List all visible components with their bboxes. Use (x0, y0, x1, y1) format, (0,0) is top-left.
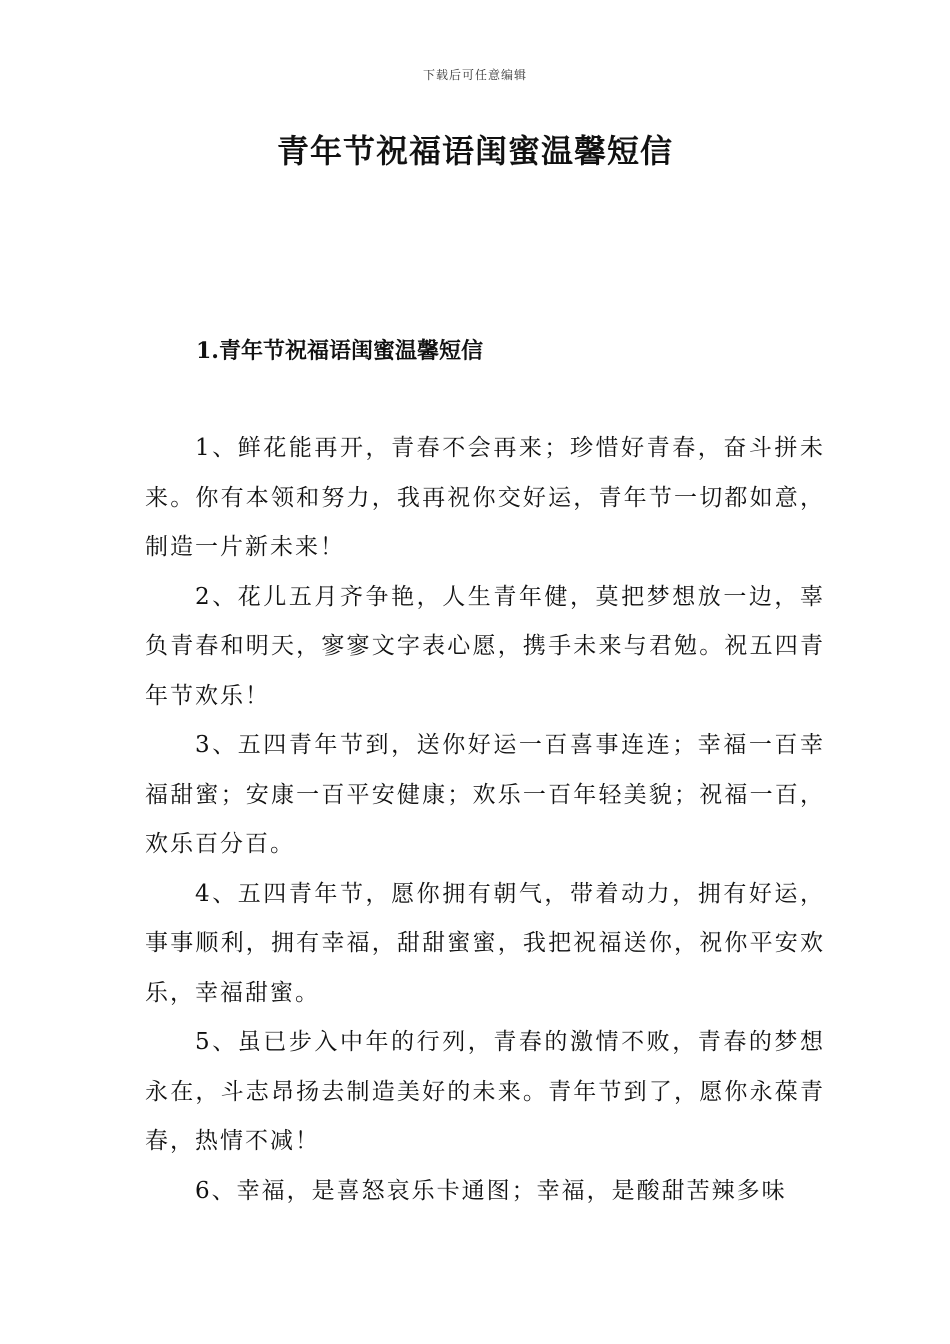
document-body (145, 424, 825, 1216)
paragraph-6: 6、幸福，是喜怒哀乐卡通图；幸福，是酸甜苦辣多味 (195, 1177, 787, 1204)
paragraph-1: 1、鲜花能再开，青春不会再来；珍惜好青春，奋斗拼未来。你有本领和努力，我再祝你交好运，青年节一切都如意，制造一片新未来！ (145, 435, 825, 560)
paragraph-5: 5、虽已步入中年的行列，青春的激情不败，青春的梦想永在，斗志昂扬去制造美好的未来。青年节到了，愿你永葆青春，热情不减！ (145, 1029, 825, 1154)
section-heading: 1.青年节祝福语闺蜜温馨短信 (196, 338, 483, 364)
paragraph-3: 3、五四青年节到，送你好运一百喜事连连；幸福一百幸福甜蜜；安康一百平安健康；欢乐一百年轻美貌；祝福一百，欢乐百分百。 (145, 732, 825, 857)
header-note: 下载后可任意编辑 (422, 68, 527, 82)
paragraph-2: 2、花儿五月齐争艳，人生青年健，莫把梦想放一边，辜负青春和明天，寥寥文字表心愿，携手未来与君勉。祝五四青年节欢乐！ (145, 583, 825, 709)
document-title: 青年节祝福语闺蜜温馨短信 (276, 132, 673, 170)
paragraph-4: 4、五四青年节，愿你拥有朝气，带着动力，拥有好运，事事顺利，拥有幸福，甜甜蜜蜜，我把祝福送你，祝你平安欢乐，幸福甜蜜。 (145, 880, 825, 1006)
